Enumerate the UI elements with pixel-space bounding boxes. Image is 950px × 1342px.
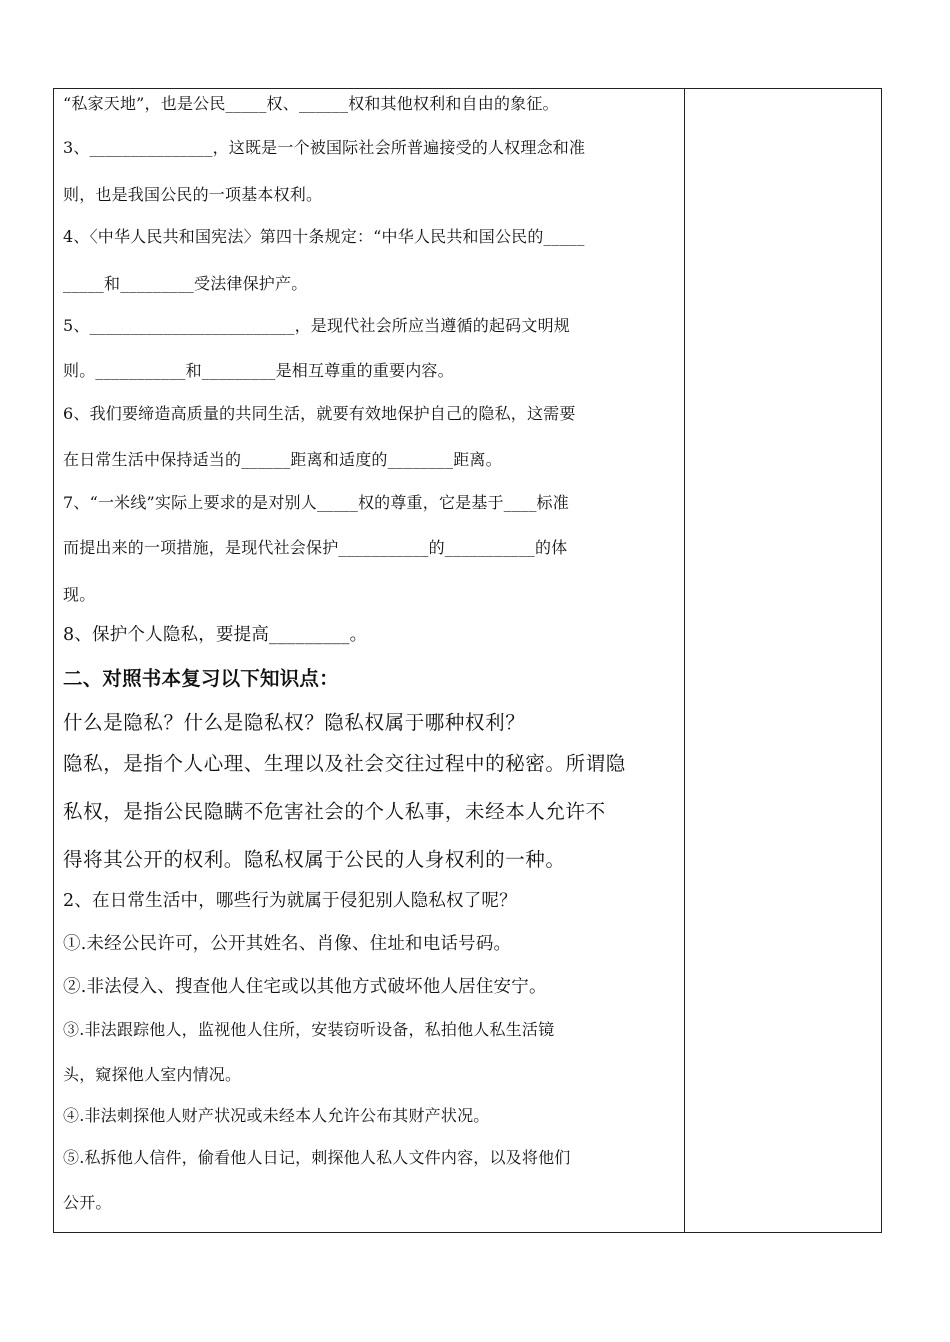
text-line: 3、_______________，这既是一个被国际社会所普遍接受的人权理念和准 — [63, 138, 586, 157]
question-line: 什么是隐私？什么是隐私权？隐私权属于哪种权利？ — [63, 711, 526, 734]
text-line: 则。___________和_________是相互尊重的重要内容。 — [63, 361, 454, 380]
text-line: 头，窥探他人室内情况。 — [63, 1065, 242, 1084]
list-item: ③.非法跟踪他人，监视他人住所，安装窃听设备，私拍他人私生活镜 — [63, 1020, 555, 1039]
list-item: ②.非法侵入、搜查他人住宅或以其他方式破坏他人居住安宁。 — [63, 977, 547, 997]
text-line: 而提出来的一项措施，是现代社会保护___________的___________的体 — [63, 538, 568, 557]
text-line: _____和_________受法律保护产。 — [63, 274, 308, 293]
text-line: 8、保护个人隐私，要提高_________。 — [63, 625, 368, 645]
text-line: 私权，是指公民隐瞒不危害社会的个人私事，未经本人允许不 — [63, 800, 606, 823]
text-line: 5、_________________________，是现代社会所应当遵循的起码文明规 — [63, 316, 570, 335]
question-line: 2、在日常生活中，哪些行为就属于侵犯别人隐私权了呢？ — [63, 891, 517, 911]
text-line: 得将其公开的权利。隐私权属于公民的人身权利的一种。 — [63, 848, 566, 871]
list-item: ⑤.私拆他人信件，偷看他人日记，刺探他人私人文件内容，以及将他们 — [63, 1148, 571, 1167]
column-divider — [684, 88, 685, 1233]
list-item: ④.非法刺探他人财产状况或未经本人允许公布其财产状况。 — [63, 1106, 490, 1125]
text-line: 在日常生活中保持适当的______距离和适度的________距离。 — [63, 450, 502, 469]
list-item: ①.未经公民许可，公开其姓名、肖像、住址和电话号码。 — [63, 934, 512, 954]
text-line: 现。 — [63, 585, 96, 604]
text-line: 公开。 — [63, 1193, 112, 1212]
text-line: 则，也是我国公民的一项基本权利。 — [63, 185, 323, 204]
text-line: 7、“一米线”实际上要求的是对别人_____权的尊重，它是基于____标准 — [63, 493, 569, 512]
text-line: 4、〈中华人民共和国宪法〉第四十条规定：“中华人民共和国公民的_____ — [63, 227, 585, 246]
text-line: 6、我们要缔造高质量的共同生活，就要有效地保护自己的隐私，这需要 — [63, 404, 576, 423]
text-line: “私家天地”，也是公民_____权、______权和其他权利和自由的象征。 — [63, 94, 559, 113]
section-heading: 二、对照书本复习以下知识点： — [63, 667, 339, 690]
text-line: 隐私，是指个人心理、生理以及社会交往过程中的秘密。所谓隐 — [63, 752, 626, 775]
